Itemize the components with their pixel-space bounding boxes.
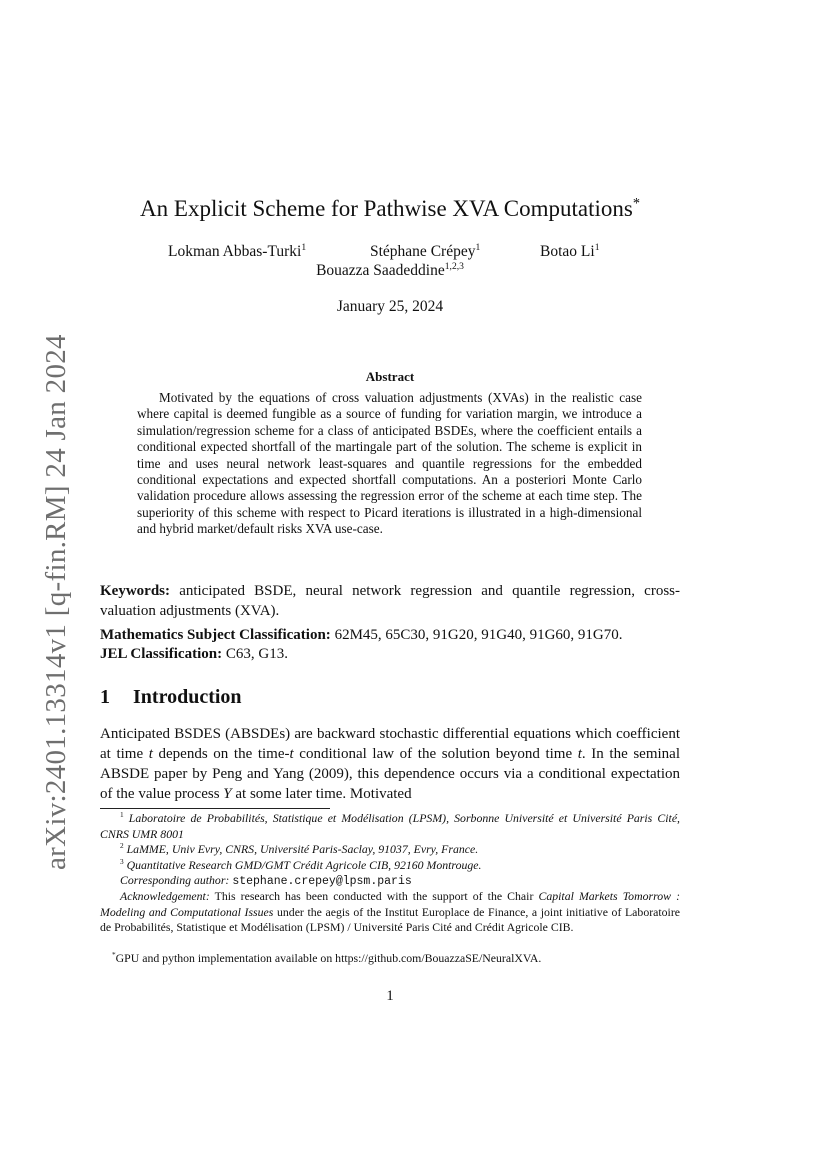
intro-text-4: . In the seminal ABSDE paper by Peng and Yang (2009), this dependence occurs via a conditional expectation of the value process xyxy=(100,746,680,802)
abstract-text: Motivated by the equations of cross valuation adjustments (XVAs) in the realistic case where capital is deemed fungible as a source of funding for variation margin, we introduce a simulation/regression scheme for a class of anticipated BSDEs, where the coefficient entails a conditional expected shortfall of the martingale part of the solution. The scheme is explicit in time and uses neural network least-squares and quantile regressions for the embedded conditional expectations and expected shortfall computations. An a posteriori Monte Carlo validation procedure allows assessing the regression error of the scheme at each time step. The superiority of this scheme with respect to Picard iterations is illustrated in a high-dimensional and hybrid market/default risks XVA use-case. xyxy=(137,390,642,537)
title-footnote-mark: * xyxy=(632,195,640,212)
intro-math-t-2: t xyxy=(289,746,294,762)
author-1-name: Lokman Abbas-Turki xyxy=(168,243,302,260)
arxiv-sidebar-stamp: arXiv:2401.13314v1 [q-fin.RM] 24 Jan 2024 xyxy=(40,334,72,870)
author-2-aff: 1 xyxy=(475,241,481,253)
author-3-name: Botao Li xyxy=(540,243,595,260)
author-1 xyxy=(168,243,306,261)
acknowledgement-text-a: This research has been conducted with the support of the Chair xyxy=(214,889,534,903)
footnote-3-mark: 3 xyxy=(120,857,124,867)
paper-title-text: An Explicit Scheme for Pathwise XVA Computations xyxy=(140,196,633,221)
author-row-2 xyxy=(100,262,680,280)
intro-text-1: Anticipated BSDES (ABSDEs) are backward stochastic differential equations which coefficient at time xyxy=(100,726,680,762)
intro-text-2: depends on the time- xyxy=(152,746,290,762)
footnote-3 xyxy=(100,858,680,874)
footnote-star-text: GPU and python implementation available on https://github.com/BouazzaSE/NeuralXVA. xyxy=(115,951,542,965)
intro-math-t-1: t xyxy=(148,746,153,762)
section-title: Introduction xyxy=(133,686,242,708)
acknowledgement-chair: Capital Markets Tomorrow : Modeling and Computational Issues xyxy=(100,889,681,919)
author-3-aff: 1 xyxy=(594,241,600,253)
author-4-aff: 1,2,3 xyxy=(444,260,464,272)
author-2 xyxy=(370,243,480,261)
footnote-3-text: Quantitative Research GMD/GMT Crédit Agricole CIB, 92160 Montrouge. xyxy=(126,858,482,872)
intro-paragraph xyxy=(100,724,680,804)
jel-text: C63, G13. xyxy=(225,646,288,662)
corresponding-author-label: Corresponding author: xyxy=(120,873,230,887)
paper-title xyxy=(100,196,680,222)
intro-math-t-3: t xyxy=(577,746,582,762)
acknowledgement xyxy=(100,889,680,936)
corresponding-author-email: stephane.crepey@lpsm.paris xyxy=(232,875,412,888)
footnote-2-mark: 2 xyxy=(120,841,124,851)
footnote-2-text: LaMME, Univ Evry, CNRS, Université Paris-Saclay, 91037, Evry, France. xyxy=(126,842,479,856)
intro-text-3: conditional law of the solution beyond time xyxy=(293,746,578,762)
author-3 xyxy=(540,243,599,261)
paper-date: January 25, 2024 xyxy=(336,298,444,315)
section-heading xyxy=(100,686,242,709)
msc-classification xyxy=(100,625,680,645)
page-number: 1 xyxy=(386,988,394,1004)
keywords-label: Keywords: xyxy=(100,583,170,599)
msc-label: Mathematics Subject Classification: xyxy=(100,627,331,643)
footnote-1-text: Laboratoire de Probabilités, Statistique et Modélisation (LPSM), Sorbonne Université et Université Paris Cité, CNRS UMR 8001 xyxy=(100,811,681,841)
keywords xyxy=(100,581,680,621)
author-2-name: Stéphane Crépey xyxy=(370,243,476,260)
intro-math-y: Y xyxy=(223,786,232,802)
footnote-2 xyxy=(100,842,680,858)
footnote-1 xyxy=(100,811,680,842)
abstract-heading: Abstract xyxy=(365,369,415,384)
acknowledgement-label: Acknowledgement: xyxy=(120,889,210,903)
jel-classification xyxy=(100,644,680,664)
footnote-1-mark: 1 xyxy=(120,810,124,820)
acknowledgement-text-b: under the aegis of the Institut Europlace de Finance, a joint initiative of Laboratoire de Probabilités, Statistique et Modélisation (LPSM) / Université Paris Cité and Crédit Agricole CIB. xyxy=(100,904,680,934)
keywords-text: anticipated BSDE, neural network regression and quantile regression, cross-valuation adjustments (XVA). xyxy=(100,583,681,619)
section-number: 1 xyxy=(100,686,110,708)
msc-text: 62M45, 65C30, 91G20, 91G40, 91G60, 91G70. xyxy=(334,627,623,643)
author-4-name: Bouazza Saadeddine xyxy=(316,262,445,279)
author-1-aff: 1 xyxy=(301,241,307,253)
corresponding-author xyxy=(100,873,680,890)
intro-text-5: at some later time. Motivated xyxy=(231,786,412,802)
footnote-star-mark: * xyxy=(112,950,116,960)
footnote-star xyxy=(100,951,680,967)
footnote-rule xyxy=(100,808,330,809)
jel-label: JEL Classification: xyxy=(100,646,223,662)
